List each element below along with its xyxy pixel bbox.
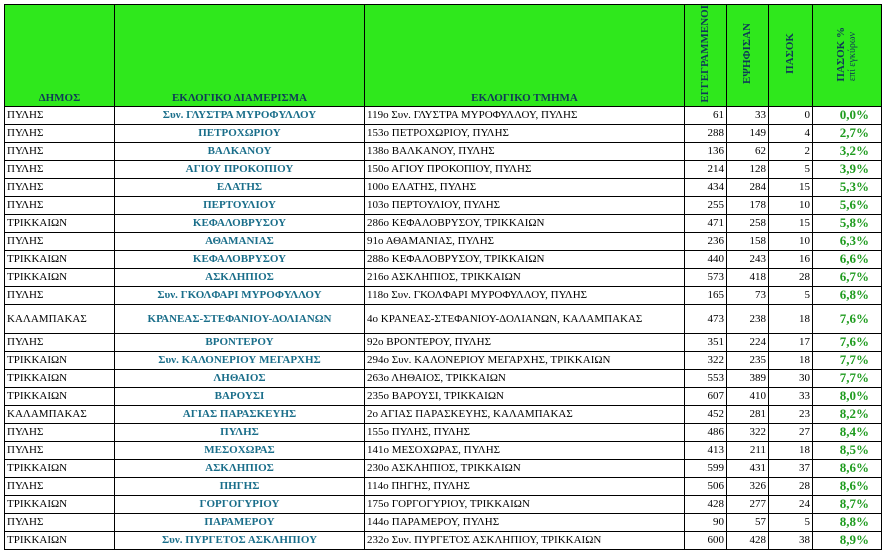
voted-cell: 128	[727, 160, 769, 178]
voted-cell: 243	[727, 250, 769, 268]
pasok-votes-cell: 15	[769, 178, 813, 196]
municipality-cell: ΠΥΛΗΣ	[5, 286, 115, 304]
header-pasok[interactable]	[769, 5, 813, 107]
registered-cell: 599	[685, 459, 727, 477]
voted-cell: 281	[727, 405, 769, 423]
registered-cell: 573	[685, 268, 727, 286]
district-cell: ΒΑΡΟΥΣΙ	[115, 387, 365, 405]
municipality-cell: ΠΥΛΗΣ	[5, 333, 115, 351]
table-row[interactable]	[5, 495, 882, 513]
pasok-percent-cell: 7,6%	[813, 304, 882, 333]
pasok-votes-cell: 10	[769, 196, 813, 214]
registered-cell: 288	[685, 124, 727, 142]
pasok-votes-cell: 0	[769, 106, 813, 124]
section-cell: 91ο ΑΘΑΜΑΝΙΑΣ, ΠΥΛΗΣ	[365, 232, 685, 250]
registered-cell: 255	[685, 196, 727, 214]
voted-cell: 224	[727, 333, 769, 351]
pasok-votes-cell: 37	[769, 459, 813, 477]
pasok-percent-cell: 5,3%	[813, 178, 882, 196]
pasok-percent-cell: 6,8%	[813, 286, 882, 304]
header-registered-label: ΕΓΓΕΓΡΑΜΜΕΝΟΙ	[699, 5, 711, 103]
district-cell: ΠΑΡΑΜΕΡΟΥ	[115, 513, 365, 531]
voted-cell: 322	[727, 423, 769, 441]
table-row[interactable]	[5, 232, 882, 250]
table-row[interactable]	[5, 333, 882, 351]
municipality-cell: ΤΡΙΚΚΑΙΩΝ	[5, 495, 115, 513]
table-row[interactable]	[5, 387, 882, 405]
pasok-percent-cell: 8,8%	[813, 513, 882, 531]
table-row[interactable]	[5, 513, 882, 531]
registered-cell: 136	[685, 142, 727, 160]
voted-cell: 428	[727, 531, 769, 549]
pasok-percent-cell: 8,4%	[813, 423, 882, 441]
district-cell: Συν. ΓΛΥΣΤΡΑ ΜΥΡΟΦΥΛΛΟΥ	[115, 106, 365, 124]
voted-cell: 258	[727, 214, 769, 232]
pasok-percent-cell: 5,6%	[813, 196, 882, 214]
pasok-percent-cell: 8,6%	[813, 477, 882, 495]
table-row[interactable]	[5, 441, 882, 459]
municipality-cell: ΤΡΙΚΚΑΙΩΝ	[5, 531, 115, 549]
voted-cell: 158	[727, 232, 769, 250]
registered-cell: 165	[685, 286, 727, 304]
registered-cell: 486	[685, 423, 727, 441]
pasok-votes-cell: 27	[769, 423, 813, 441]
section-cell: 138ο ΒΑΛΚΑΝΟΥ, ΠΥΛΗΣ	[365, 142, 685, 160]
pasok-votes-cell: 28	[769, 477, 813, 495]
municipality-cell: ΠΥΛΗΣ	[5, 441, 115, 459]
registered-cell: 214	[685, 160, 727, 178]
pasok-percent-cell: 0,0%	[813, 106, 882, 124]
results-body	[5, 106, 882, 549]
table-row[interactable]	[5, 477, 882, 495]
voted-cell: 418	[727, 268, 769, 286]
section-cell: 118ο Συν. ΓΚΟΛΦΑΡΙ ΜΥΡΟΦΥΛΛΟΥ, ΠΥΛΗΣ	[365, 286, 685, 304]
table-row[interactable]	[5, 214, 882, 232]
section-cell: 294ο Συν. ΚΑΛΟΝΕΡΙΟΥ ΜΕΓΑΡΧΗΣ, ΤΡΙΚΚΑΙΩΝ	[365, 351, 685, 369]
header-registered[interactable]	[685, 5, 727, 107]
table-row[interactable]	[5, 531, 882, 549]
municipality-cell: ΠΥΛΗΣ	[5, 160, 115, 178]
municipality-cell: ΤΡΙΚΚΑΙΩΝ	[5, 369, 115, 387]
pasok-votes-cell: 33	[769, 387, 813, 405]
results-table-container	[4, 4, 882, 550]
section-cell: 286ο ΚΕΦΑΛΟΒΡΥΣΟΥ, ΤΡΙΚΚΑΙΩΝ	[365, 214, 685, 232]
pasok-votes-cell: 10	[769, 232, 813, 250]
pasok-votes-cell: 5	[769, 160, 813, 178]
registered-cell: 413	[685, 441, 727, 459]
municipality-cell: ΠΥΛΗΣ	[5, 124, 115, 142]
table-row[interactable]	[5, 178, 882, 196]
section-cell: 103ο ΠΕΡΤΟΥΛΙΟΥ, ΠΥΛΗΣ	[365, 196, 685, 214]
pasok-percent-cell: 8,5%	[813, 441, 882, 459]
pasok-votes-cell: 30	[769, 369, 813, 387]
table-row[interactable]	[5, 106, 882, 124]
municipality-cell: ΤΡΙΚΚΑΙΩΝ	[5, 268, 115, 286]
pasok-percent-cell: 7,7%	[813, 351, 882, 369]
pasok-votes-cell: 28	[769, 268, 813, 286]
district-cell: Συν. ΓΚΟΛΦΑΡΙ ΜΥΡΟΦΥΛΛΟΥ	[115, 286, 365, 304]
section-cell: 216ο ΑΣΚΛΗΠΙΟΣ, ΤΡΙΚΚΑΙΩΝ	[365, 268, 685, 286]
pasok-percent-cell: 7,7%	[813, 369, 882, 387]
district-cell: ΚΕΦΑΛΟΒΡΥΣΟΥ	[115, 250, 365, 268]
election-results-table	[4, 4, 882, 550]
section-cell: 235ο ΒΑΡΟΥΣΙ, ΤΡΙΚΚΑΙΩΝ	[365, 387, 685, 405]
registered-cell: 434	[685, 178, 727, 196]
header-pasok-pct[interactable]	[813, 5, 882, 107]
voted-cell: 211	[727, 441, 769, 459]
municipality-cell: ΤΡΙΚΚΑΙΩΝ	[5, 214, 115, 232]
registered-cell: 440	[685, 250, 727, 268]
municipality-cell: ΠΥΛΗΣ	[5, 477, 115, 495]
district-cell: ΑΣΚΛΗΠΙΟΣ	[115, 268, 365, 286]
pasok-percent-cell: 5,8%	[813, 214, 882, 232]
section-cell: 114ο ΠΗΓΗΣ, ΠΥΛΗΣ	[365, 477, 685, 495]
pasok-votes-cell: 17	[769, 333, 813, 351]
pasok-votes-cell: 4	[769, 124, 813, 142]
table-row[interactable]	[5, 351, 882, 369]
municipality-cell: ΠΥΛΗΣ	[5, 178, 115, 196]
pasok-percent-cell: 8,7%	[813, 495, 882, 513]
section-cell: 153ο ΠΕΤΡΟΧΩΡΙΟΥ, ΠΥΛΗΣ	[365, 124, 685, 142]
registered-cell: 90	[685, 513, 727, 531]
pasok-percent-cell: 8,2%	[813, 405, 882, 423]
section-cell: 263ο ΛΗΘΑΙΟΣ, ΤΡΙΚΚΑΙΩΝ	[365, 369, 685, 387]
table-row[interactable]	[5, 423, 882, 441]
header-section[interactable]: ΕΚΛΟΓΙΚΟ ΤΜΗΜΑ	[365, 5, 685, 107]
section-cell: 4ο ΚΡΑΝΕΑΣ-ΣΤΕΦΑΝΙΟΥ-ΔΟΛΙΑΝΩΝ, ΚΑΛΑΜΠΑΚΑΣ	[365, 304, 685, 333]
voted-cell: 62	[727, 142, 769, 160]
table-row[interactable]	[5, 405, 882, 423]
pasok-votes-cell: 16	[769, 250, 813, 268]
municipality-cell: ΤΡΙΚΚΑΙΩΝ	[5, 387, 115, 405]
section-cell: 175ο ΓΟΡΓΟΓΥΡΙΟΥ, ΤΡΙΚΚΑΙΩΝ	[365, 495, 685, 513]
section-cell: 144ο ΠΑΡΑΜΕΡΟΥ, ΠΥΛΗΣ	[365, 513, 685, 531]
voted-cell: 277	[727, 495, 769, 513]
pasok-votes-cell: 2	[769, 142, 813, 160]
pasok-percent-cell: 3,9%	[813, 160, 882, 178]
pasok-percent-cell: 6,6%	[813, 250, 882, 268]
municipality-cell: ΠΥΛΗΣ	[5, 196, 115, 214]
table-row[interactable]	[5, 250, 882, 268]
section-cell: 119ο Συν. ΓΛΥΣΤΡΑ ΜΥΡΟΦΥΛΛΟΥ, ΠΥΛΗΣ	[365, 106, 685, 124]
header-pasok-pct-label: ΠΑΣΟΚ %	[835, 26, 847, 82]
registered-cell: 322	[685, 351, 727, 369]
voted-cell: 178	[727, 196, 769, 214]
municipality-cell: ΠΥΛΗΣ	[5, 513, 115, 531]
district-cell: ΠΗΓΗΣ	[115, 477, 365, 495]
voted-cell: 149	[727, 124, 769, 142]
district-cell: ΕΛΑΤΗΣ	[115, 178, 365, 196]
pasok-votes-cell: 23	[769, 405, 813, 423]
district-cell: ΠΕΡΤΟΥΛΙΟΥ	[115, 196, 365, 214]
pasok-percent-cell: 6,3%	[813, 232, 882, 250]
municipality-cell: ΠΥΛΗΣ	[5, 142, 115, 160]
district-cell: ΜΕΣΟΧΩΡΑΣ	[115, 441, 365, 459]
header-pasok-pct-sub: επί εγκύρων	[847, 31, 858, 82]
district-cell: ΠΥΛΗΣ	[115, 423, 365, 441]
pasok-percent-cell: 7,6%	[813, 333, 882, 351]
table-row[interactable]	[5, 196, 882, 214]
table-row[interactable]	[5, 268, 882, 286]
pasok-votes-cell: 24	[769, 495, 813, 513]
section-cell: 92ο ΒΡΟΝΤΕΡΟΥ, ΠΥΛΗΣ	[365, 333, 685, 351]
pasok-percent-cell: 8,0%	[813, 387, 882, 405]
registered-cell: 506	[685, 477, 727, 495]
district-cell: ΚΡΑΝΕΑΣ-ΣΤΕΦΑΝΙΟΥ-ΔΟΛΙΑΝΩΝ	[115, 304, 365, 333]
header-pasok-label: ΠΑΣΟΚ	[784, 33, 796, 75]
header-district[interactable]: ΕΚΛΟΓΙΚΟ ΔΙΑΜΕΡΙΣΜΑ	[115, 5, 365, 107]
municipality-cell: ΠΥΛΗΣ	[5, 232, 115, 250]
pasok-votes-cell: 18	[769, 351, 813, 369]
voted-cell: 73	[727, 286, 769, 304]
pasok-votes-cell: 5	[769, 513, 813, 531]
registered-cell: 351	[685, 333, 727, 351]
voted-cell: 284	[727, 178, 769, 196]
voted-cell: 235	[727, 351, 769, 369]
section-cell: 155ο ΠΥΛΗΣ, ΠΥΛΗΣ	[365, 423, 685, 441]
district-cell: ΒΡΟΝΤΕΡΟΥ	[115, 333, 365, 351]
registered-cell: 236	[685, 232, 727, 250]
pasok-votes-cell: 18	[769, 441, 813, 459]
municipality-cell: ΚΑΛΑΜΠΑΚΑΣ	[5, 405, 115, 423]
section-cell: 230ο ΑΣΚΛΗΠΙΟΣ, ΤΡΙΚΚΑΙΩΝ	[365, 459, 685, 477]
municipality-cell: ΤΡΙΚΚΑΙΩΝ	[5, 250, 115, 268]
municipality-cell: ΠΥΛΗΣ	[5, 106, 115, 124]
voted-cell: 33	[727, 106, 769, 124]
pasok-percent-cell: 2,7%	[813, 124, 882, 142]
table-row[interactable]	[5, 124, 882, 142]
table-row[interactable]	[5, 369, 882, 387]
voted-cell: 57	[727, 513, 769, 531]
table-row[interactable]	[5, 304, 882, 333]
district-cell: ΓΟΡΓΟΓΥΡΙΟΥ	[115, 495, 365, 513]
voted-cell: 326	[727, 477, 769, 495]
table-row[interactable]	[5, 459, 882, 477]
pasok-votes-cell: 18	[769, 304, 813, 333]
registered-cell: 61	[685, 106, 727, 124]
district-cell: Συν. ΚΑΛΟΝΕΡΙΟΥ ΜΕΓΑΡΧΗΣ	[115, 351, 365, 369]
municipality-cell: ΠΥΛΗΣ	[5, 423, 115, 441]
municipality-cell: ΚΑΛΑΜΠΑΚΑΣ	[5, 304, 115, 333]
district-cell: Συν. ΠΥΡΓΕΤΟΣ ΑΣΚΛΗΠΙΟΥ	[115, 531, 365, 549]
table-row[interactable]	[5, 286, 882, 304]
registered-cell: 607	[685, 387, 727, 405]
district-cell: ΑΘΑΜΑΝΙΑΣ	[115, 232, 365, 250]
header-voted-label: ΕΨΗΦΙΣΑΝ	[741, 23, 753, 85]
pasok-votes-cell: 15	[769, 214, 813, 232]
table-row[interactable]	[5, 160, 882, 178]
district-cell: ΑΓΙΑΣ ΠΑΡΑΣΚΕΥΗΣ	[115, 405, 365, 423]
registered-cell: 600	[685, 531, 727, 549]
table-row[interactable]	[5, 142, 882, 160]
pasok-percent-cell: 6,7%	[813, 268, 882, 286]
voted-cell: 410	[727, 387, 769, 405]
district-cell: ΒΑΛΚΑΝΟΥ	[115, 142, 365, 160]
pasok-votes-cell: 5	[769, 286, 813, 304]
pasok-percent-cell: 8,9%	[813, 531, 882, 549]
registered-cell: 471	[685, 214, 727, 232]
municipality-cell: ΤΡΙΚΚΑΙΩΝ	[5, 351, 115, 369]
voted-cell: 238	[727, 304, 769, 333]
registered-cell: 473	[685, 304, 727, 333]
pasok-percent-cell: 8,6%	[813, 459, 882, 477]
section-cell: 2ο ΑΓΙΑΣ ΠΑΡΑΣΚΕΥΗΣ, ΚΑΛΑΜΠΑΚΑΣ	[365, 405, 685, 423]
voted-cell: 389	[727, 369, 769, 387]
district-cell: ΑΓΙΟΥ ΠΡΟΚΟΠΙΟΥ	[115, 160, 365, 178]
district-cell: ΛΗΘΑΙΟΣ	[115, 369, 365, 387]
pasok-votes-cell: 38	[769, 531, 813, 549]
voted-cell: 431	[727, 459, 769, 477]
section-cell: 232ο Συν. ΠΥΡΓΕΤΟΣ ΑΣΚΛΗΠΙΟΥ, ΤΡΙΚΚΑΙΩΝ	[365, 531, 685, 549]
municipality-cell: ΤΡΙΚΚΑΙΩΝ	[5, 459, 115, 477]
district-cell: ΠΕΤΡΟΧΩΡΙΟΥ	[115, 124, 365, 142]
district-cell: ΚΕΦΑΛΟΒΡΥΣΟΥ	[115, 214, 365, 232]
section-cell: 100ο ΕΛΑΤΗΣ, ΠΥΛΗΣ	[365, 178, 685, 196]
header-row	[5, 5, 882, 107]
section-cell: 150ο ΑΓΙΟΥ ΠΡΟΚΟΠΙΟΥ, ΠΥΛΗΣ	[365, 160, 685, 178]
header-municipality[interactable]: ΔΗΜΟΣ	[5, 5, 115, 107]
section-cell: 141ο ΜΕΣΟΧΩΡΑΣ, ΠΥΛΗΣ	[365, 441, 685, 459]
pasok-percent-cell: 3,2%	[813, 142, 882, 160]
header-voted[interactable]	[727, 5, 769, 107]
section-cell: 288ο ΚΕΦΑΛΟΒΡΥΣΟΥ, ΤΡΙΚΚΑΙΩΝ	[365, 250, 685, 268]
district-cell: ΑΣΚΛΗΠΙΟΣ	[115, 459, 365, 477]
registered-cell: 553	[685, 369, 727, 387]
registered-cell: 428	[685, 495, 727, 513]
registered-cell: 452	[685, 405, 727, 423]
